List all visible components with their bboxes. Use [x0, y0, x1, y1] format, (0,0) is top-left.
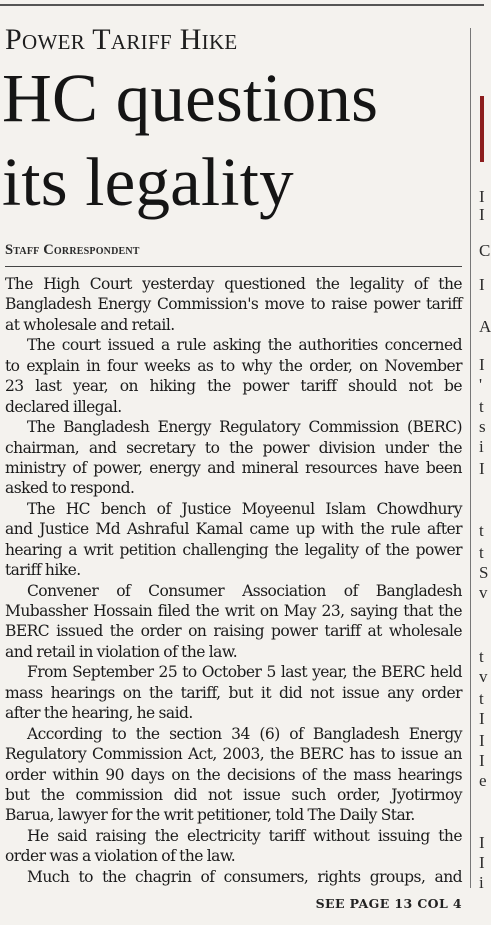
body-line: asked to respond.: [5, 479, 135, 498]
body-line: The Bangladesh Energy Regulatory Commission (BERC): [27, 418, 462, 437]
body-line: Bangladesh Energy Commission's move to raise power tariff: [5, 295, 462, 314]
body-line: BERC issued the order on raising power tariff at wholesale: [5, 622, 462, 641]
body-line: and Justice Md Ashraful Kamal came up with the rule after: [5, 520, 462, 539]
edge-glyph: t: [479, 397, 484, 416]
body-line: hearing a writ petition challenging the legality of the power: [5, 540, 462, 559]
edge-glyph: C: [479, 241, 491, 260]
body-line: 23 last year, on hiking the power tariff should not be: [5, 377, 462, 396]
body-line: Mubassher Hossain filed the writ on May 23, saying that the: [5, 602, 462, 620]
body-line: after the hearing, he said.: [5, 704, 193, 723]
edge-glyph: ': [479, 375, 483, 394]
headline-line-2: its legality: [2, 144, 294, 220]
column-divider: [470, 28, 471, 888]
body-line: order was a violation of the law.: [5, 847, 236, 866]
edge-glyph: I: [479, 355, 485, 374]
edge-glyph: t: [479, 521, 484, 540]
edge-glyph: I: [479, 459, 485, 478]
edge-glyph: I: [479, 751, 485, 770]
kicker-headline: Power Tariff Hike: [5, 23, 238, 56]
body-line: The court issued a rule asking the authorities concerned: [27, 336, 462, 355]
edge-glyph: I: [479, 833, 485, 852]
edge-glyph: v: [479, 583, 488, 602]
edge-glyph: e: [479, 771, 487, 790]
body-line: mass hearings on the tariff, but it did not issue any order: [5, 683, 462, 702]
headline-line-1: HC questions: [2, 60, 379, 136]
body-line: at wholesale and retail.: [5, 315, 175, 334]
body-line: Much to the chagrin of consumers, rights groups, and: [27, 867, 462, 886]
body-line: order within 90 days on the decisions of the mass hearings: [5, 765, 462, 784]
body-line: The High Court yesterday questioned the legality of the: [5, 275, 462, 293]
body-line: ministry of power, energy and mineral resources have been: [5, 458, 462, 477]
body-line: The HC bench of Justice Moyeenul Islam Chowdhury: [27, 499, 462, 518]
edge-glyph: i: [479, 873, 484, 892]
article-body: [5, 274, 462, 887]
edge-glyph: I: [479, 731, 485, 750]
body-line: and retail in violation of the law.: [5, 642, 238, 661]
edge-glyph: I: [479, 205, 485, 224]
body-line: chairman, and secretary to the power division under the: [5, 438, 462, 457]
body-line: According to the section 34 (6) of Bangladesh Energy: [27, 724, 462, 743]
body-line: He said raising the electricity tariff without issuing the: [27, 826, 462, 845]
edge-glyph: t: [479, 647, 484, 666]
body-line: Barua, lawyer for the writ petitioner, told The Daily Star.: [5, 806, 415, 825]
top-rule: [0, 4, 484, 6]
body-line: tariff hike.: [5, 561, 81, 580]
edge-glyph: A: [479, 317, 491, 336]
byline: Staff Correspondent: [5, 242, 140, 258]
body-line: to explain in four weeks as to why the order, on November: [5, 356, 462, 375]
edge-glyph: s: [479, 417, 486, 436]
continued-on-page-jump: SEE PAGE 13 COL 4: [315, 896, 462, 911]
body-line: declared illegal.: [5, 397, 122, 416]
body-line: From September 25 to October 5 last year, the BERC held: [27, 663, 462, 682]
edge-glyph: v: [479, 667, 488, 686]
edge-glyph: t: [479, 689, 484, 708]
body-line: Regulatory Commission Act, 2003, the BERC has to issue an: [5, 745, 462, 764]
edge-glyph: I: [479, 275, 485, 294]
edge-glyph: I: [479, 709, 485, 728]
byline-rule: [5, 266, 462, 267]
body-line: Convener of Consumer Association of Bangladesh: [27, 581, 462, 600]
edge-glyph: I: [479, 853, 485, 872]
body-line: but the commission did not issue such order, Jyotirmoy: [5, 785, 462, 804]
edge-glyph: I: [479, 187, 485, 206]
edge-glyph: t: [479, 543, 484, 562]
edge-glyph: S: [479, 563, 489, 582]
adjacent-column-accent-bar: [480, 96, 484, 162]
edge-glyph: i: [479, 437, 484, 456]
